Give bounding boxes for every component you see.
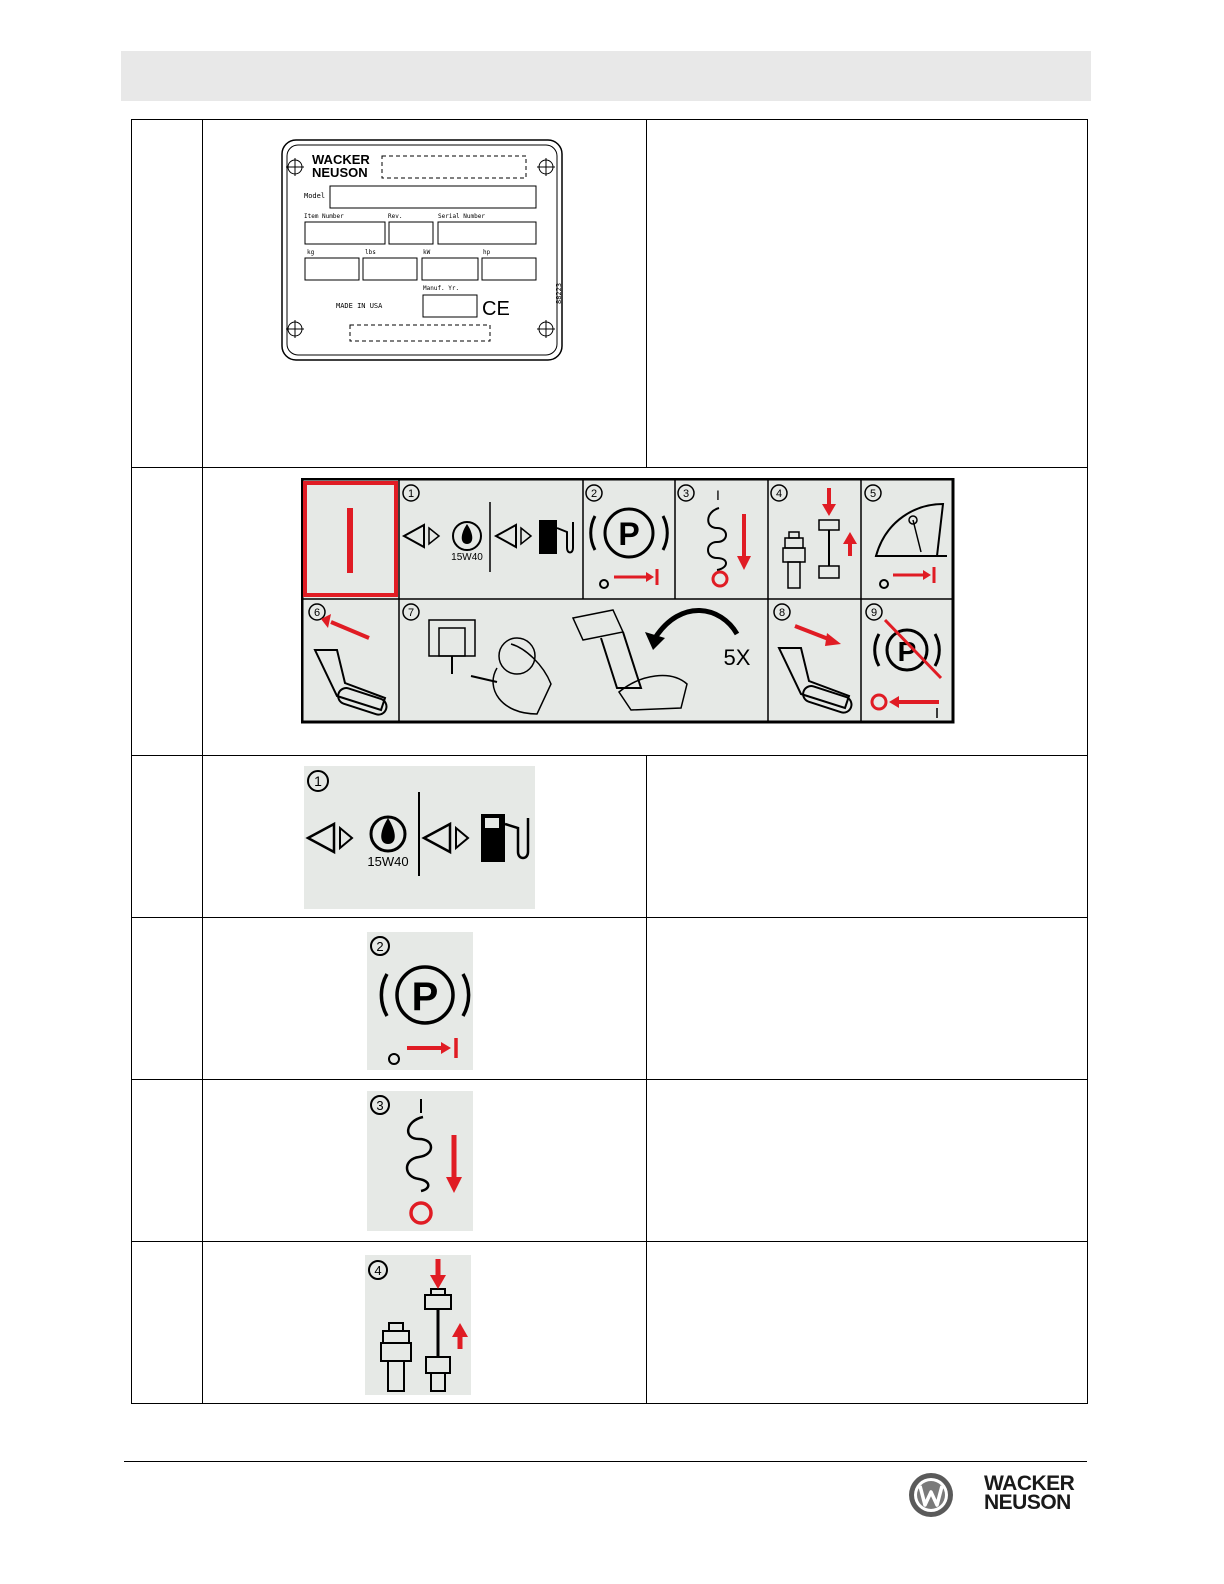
kg-label: kg: [307, 249, 315, 256]
on-symbol: I: [716, 487, 720, 503]
svg-text:6: 6: [313, 607, 321, 619]
step-1-decal-image: [304, 766, 535, 909]
ref-cell: [132, 918, 203, 1080]
table-row: [132, 1242, 1088, 1404]
step-2-decal-image: [367, 932, 473, 1070]
image-cell: [203, 468, 1088, 756]
svg-text:7: 7: [407, 607, 415, 619]
label-table: [131, 119, 1088, 1404]
description-cell: [647, 918, 1088, 1080]
table-row: [132, 468, 1088, 756]
table-row: [132, 1080, 1088, 1242]
svg-text:4: 4: [374, 1263, 382, 1278]
svg-text:2: 2: [590, 488, 598, 500]
image-cell: [203, 1080, 647, 1242]
start-decal-image: [301, 478, 955, 724]
svg-text:9: 9: [870, 607, 878, 619]
ref-cell: [132, 468, 203, 756]
svg-text:P: P: [897, 636, 917, 667]
mount-hole: [537, 320, 555, 338]
nameplate-brand: NEUSON: [312, 165, 368, 180]
logo-line-1: WACKER: [984, 1472, 1075, 1495]
logo-wordmark: [984, 1474, 1074, 1512]
oil-grade: 15W40: [367, 854, 409, 869]
svg-text:1: 1: [407, 488, 415, 500]
table-row: [132, 756, 1088, 918]
table-row: [132, 120, 1088, 468]
svg-text:4: 4: [775, 488, 783, 500]
image-cell: [203, 120, 647, 468]
mount-hole: [537, 158, 555, 176]
step-4-decal-image: [365, 1255, 471, 1395]
manuf-yr-label: Manuf. Yr.: [423, 285, 460, 292]
serial-number-label: Serial Number: [438, 213, 485, 220]
nameplate-code: 88223: [555, 282, 563, 304]
description-cell: [647, 120, 1088, 468]
step-3-decal-image: [367, 1091, 473, 1231]
image-cell: [203, 756, 647, 918]
hp-label: hp: [483, 249, 491, 256]
rev-label: Rev.: [388, 213, 403, 220]
description-cell: [647, 1242, 1088, 1404]
w-emblem-icon: [908, 1472, 954, 1518]
svg-text:3: 3: [376, 1098, 384, 1113]
made-in-label: MADE IN USA: [336, 302, 383, 310]
kw-label: kW: [423, 249, 431, 256]
description-cell: [647, 1080, 1088, 1242]
svg-text:3: 3: [682, 488, 690, 500]
ce-mark: CE: [482, 298, 510, 320]
ref-cell: [132, 756, 203, 918]
wacker-neuson-logo: [906, 1470, 1090, 1520]
ref-cell: [132, 120, 203, 468]
image-cell: [203, 918, 647, 1080]
footer-rule: [124, 1461, 1087, 1462]
svg-text:8: 8: [778, 607, 786, 619]
mount-hole: [286, 158, 304, 176]
oil-grade: 15W40: [451, 552, 483, 563]
nameplate-brand: WACKER: [312, 152, 370, 167]
svg-text:2: 2: [376, 939, 384, 954]
mount-hole: [286, 320, 304, 338]
image-cell: [203, 1242, 647, 1404]
logo-line-2: NEUSON: [984, 1491, 1071, 1514]
table-row: [132, 918, 1088, 1080]
description-cell: [647, 756, 1088, 918]
lbs-label: lbs: [365, 249, 376, 256]
svg-text:P: P: [411, 975, 439, 1019]
ref-cell: [132, 1080, 203, 1242]
page-header-band: [121, 51, 1091, 101]
svg-text:5: 5: [869, 488, 877, 500]
svg-text:P: P: [618, 516, 640, 552]
item-number-label: Item Number: [304, 213, 344, 220]
ref-cell: [132, 1242, 203, 1404]
model-label: Model: [304, 192, 326, 200]
svg-text:1: 1: [314, 773, 322, 789]
nameplate-image: [278, 136, 568, 364]
repeat-count: 5X: [723, 645, 751, 670]
